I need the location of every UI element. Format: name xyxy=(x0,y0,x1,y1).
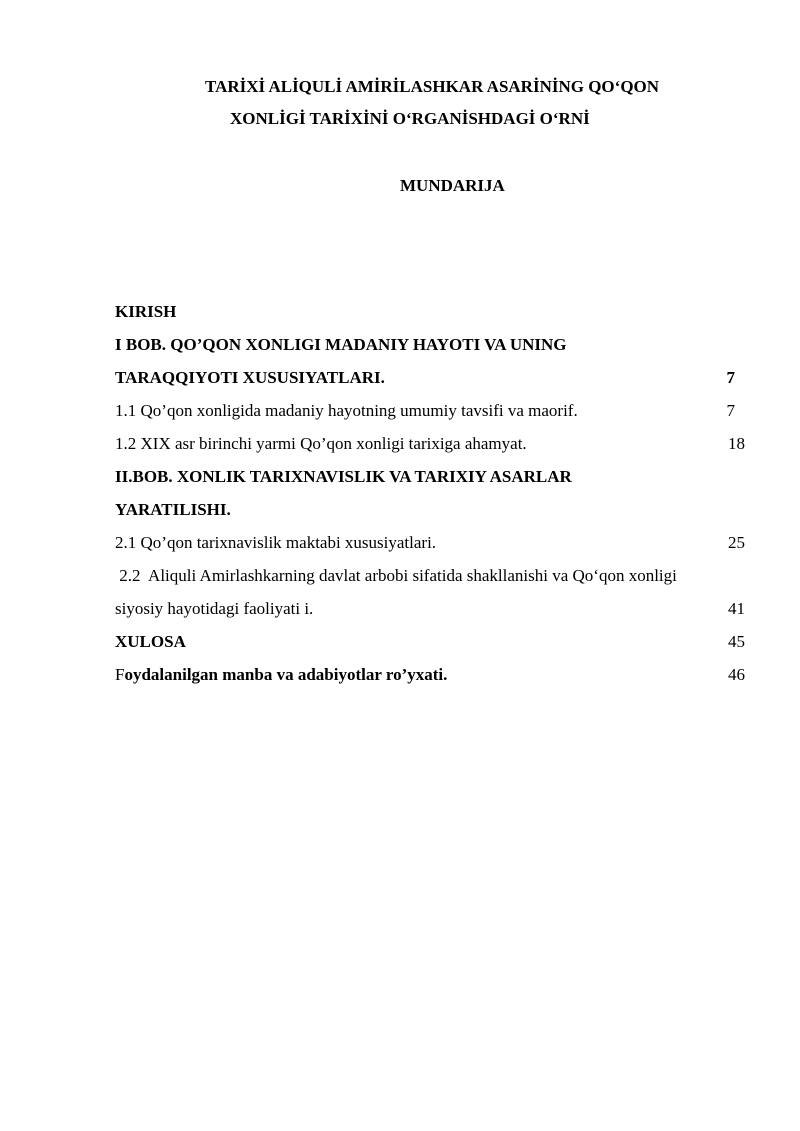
toc-entry-xulosa xyxy=(115,628,745,661)
toc-entry-section-1-1 xyxy=(115,397,745,430)
toc-page-number: 45 xyxy=(728,632,745,651)
toc-page-number: 7 xyxy=(726,401,735,420)
table-of-contents xyxy=(115,298,745,694)
toc-page-number: 41 xyxy=(728,599,745,618)
toc-entry-text: I BOB. QO’QON XONLIGI MADANIY HAYOTI VA UNING xyxy=(115,335,567,354)
toc-entry-text: TARAQQIYOTI XUSUSIYATLARI. xyxy=(115,368,385,387)
toc-entry-kirish xyxy=(115,298,745,331)
toc-entry-section-2-2 xyxy=(115,562,745,595)
toc-entry-text: 1.2 XIX asr birinchi yarmi Qo’qon xonligi tarixiga ahamyat. xyxy=(115,434,527,453)
toc-page-number: 25 xyxy=(728,533,745,552)
toc-entry-text: II.BOB. XONLIK TARIXNAVISLIK VA TARIXIY ASARLAR xyxy=(115,467,572,486)
toc-entry-chapter-1 xyxy=(115,331,745,364)
toc-entry-section-2-2-cont xyxy=(115,595,745,628)
toc-entry-chapter-1-cont xyxy=(115,364,745,397)
toc-page-number: 46 xyxy=(728,665,745,684)
toc-entry-text: 2.2 Aliquli Amirlashkarning davlat arbobi sifatida shakllanishi va Qo‘qon xonligi xyxy=(115,566,677,585)
contents-heading: MUNDARIJA xyxy=(400,176,505,195)
toc-entry-text: 1.1 Qo’qon xonligida madaniy hayotning umumiy tavsifi va maorif. xyxy=(115,401,578,420)
toc-entry-text: KIRISH xyxy=(115,302,177,321)
toc-entry-text: XULOSA xyxy=(115,632,186,651)
toc-entry-section-1-2 xyxy=(115,430,745,463)
toc-entry-first-letter: F xyxy=(115,665,125,684)
toc-entry-text: siyosiy hayotidagi faoliyati i. xyxy=(115,599,314,618)
toc-entry-text xyxy=(115,665,447,685)
toc-entry-chapter-2-cont xyxy=(115,496,745,529)
toc-entry-text: 2.1 Qo’qon tarixnavislik maktabi xususiyatlari. xyxy=(115,533,437,552)
toc-entry-section-2-1 xyxy=(115,529,745,562)
toc-entry-text: YARATILISHI. xyxy=(115,500,231,519)
document-title-line-2: XONLİGİ TARİXİNİ O‘RGANİSHDAGİ O‘RNİ xyxy=(230,109,590,128)
toc-entry-rest: oydalanilgan manba va adabiyotlar ro’yxati. xyxy=(124,665,448,684)
document-title-line-1: TARİXİ ALİQULİ AMİRİLASHKAR ASARİNİNG QO‘QON xyxy=(205,77,660,96)
toc-entry-bibliography xyxy=(115,661,745,694)
toc-page-number: 18 xyxy=(728,434,745,453)
toc-page-number: 7 xyxy=(726,368,735,387)
toc-entry-chapter-2 xyxy=(115,463,745,496)
